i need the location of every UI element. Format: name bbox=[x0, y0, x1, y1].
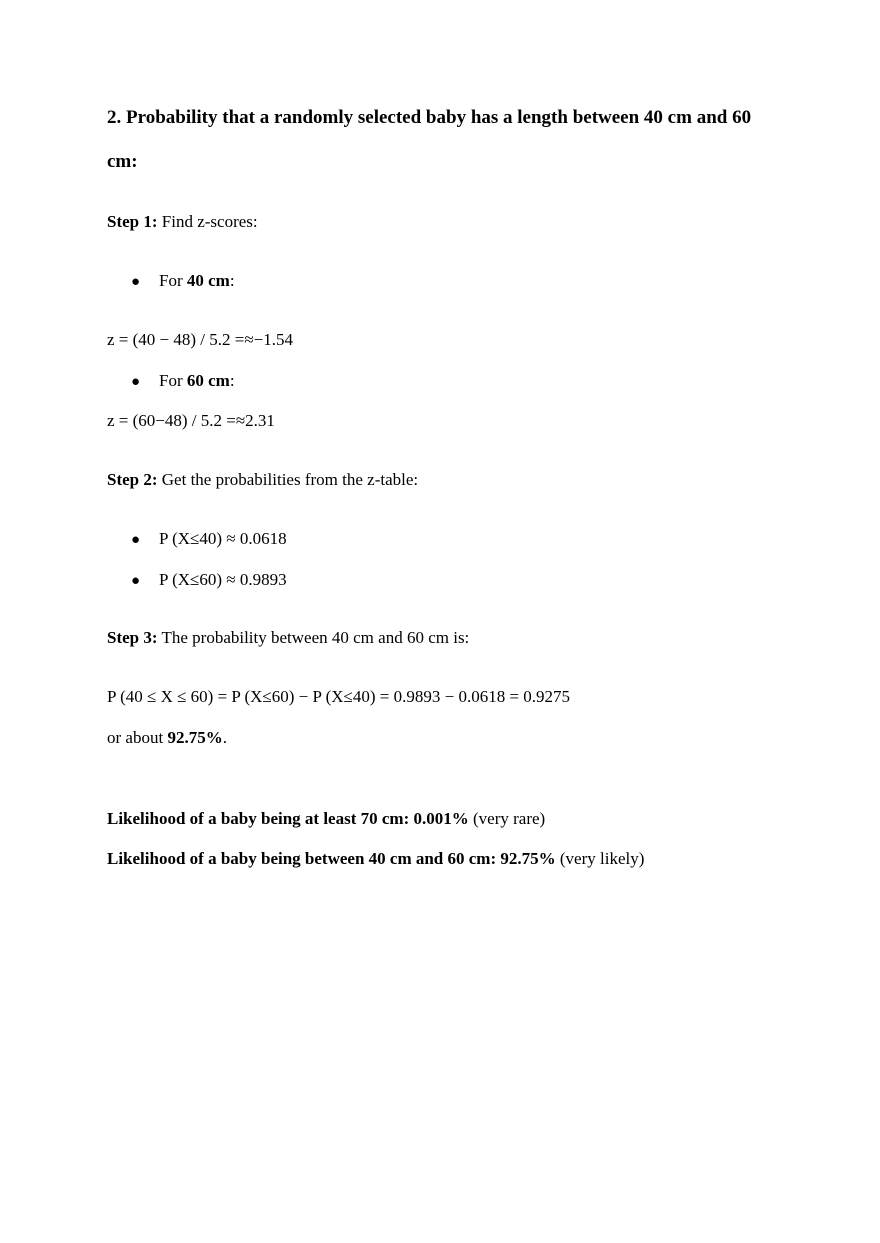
summary-70cm-note: (very rare) bbox=[468, 809, 546, 828]
summary-40-60cm-bold: Likelihood of a baby being between 40 cm and 60 cm: 92.75% bbox=[107, 849, 556, 868]
z-formula-60cm: z = (60−48) / 5.2 =≈2.31 bbox=[107, 411, 275, 430]
bullet-icon: ● bbox=[131, 532, 141, 548]
step-3-label: Step 3: bbox=[107, 628, 158, 647]
step-3-formula: P (40 ≤ X ≤ 60) = P (X≤60) − P (X≤40) = 0.9893 − 0.0618 = 0.9275 bbox=[107, 687, 571, 706]
result-percent: 92.75% bbox=[167, 728, 223, 747]
bullet-suffix: : bbox=[229, 271, 235, 290]
z-formula-40cm: z = (40 − 48) / 5.2 =≈−1.54 bbox=[107, 330, 294, 349]
bullet-icon: ● bbox=[131, 274, 141, 290]
step-1-line bbox=[107, 211, 258, 233]
result-suffix: . bbox=[222, 728, 227, 747]
bullet-icon: ● bbox=[131, 374, 141, 390]
result-prefix: or about bbox=[107, 728, 168, 747]
step-3-line bbox=[107, 627, 469, 649]
step-1-text: Find z-scores: bbox=[157, 212, 258, 231]
section-heading-line-1: 2. Probability that a randomly selected baby has a length between 40 cm and 60 bbox=[107, 107, 752, 128]
step-1-bullet-60cm bbox=[131, 370, 235, 393]
section-heading-line-2: cm: bbox=[107, 151, 138, 172]
step-3-result bbox=[107, 727, 227, 749]
summary-70cm-bold: Likelihood of a baby being at least 70 cm: 0.001% bbox=[107, 809, 469, 828]
bullet-prefix: For bbox=[159, 371, 187, 390]
summary-40-60cm-note: (very likely) bbox=[555, 849, 645, 868]
bullet-suffix: : bbox=[229, 371, 235, 390]
probability-x-le-40: P (X≤40) ≈ 0.0618 bbox=[159, 529, 287, 548]
step-2-text: Get the probabilities from the z-table: bbox=[157, 470, 419, 489]
summary-line-70cm bbox=[107, 808, 545, 830]
bullet-bold-value: 60 cm bbox=[186, 371, 230, 390]
bullet-prefix: For bbox=[159, 271, 187, 290]
summary-line-40-60cm bbox=[107, 848, 644, 870]
step-2-label: Step 2: bbox=[107, 470, 158, 489]
step-2-bullet-1 bbox=[131, 528, 287, 551]
step-2-bullet-2 bbox=[131, 569, 287, 592]
step-1-bullet-40cm bbox=[131, 270, 235, 293]
probability-x-le-60: P (X≤60) ≈ 0.9893 bbox=[159, 570, 287, 589]
bullet-icon: ● bbox=[131, 573, 141, 589]
bullet-bold-value: 40 cm bbox=[186, 271, 230, 290]
step-1-label: Step 1: bbox=[107, 212, 158, 231]
step-3-text: The probability between 40 cm and 60 cm is: bbox=[157, 628, 470, 647]
step-2-line bbox=[107, 469, 418, 491]
